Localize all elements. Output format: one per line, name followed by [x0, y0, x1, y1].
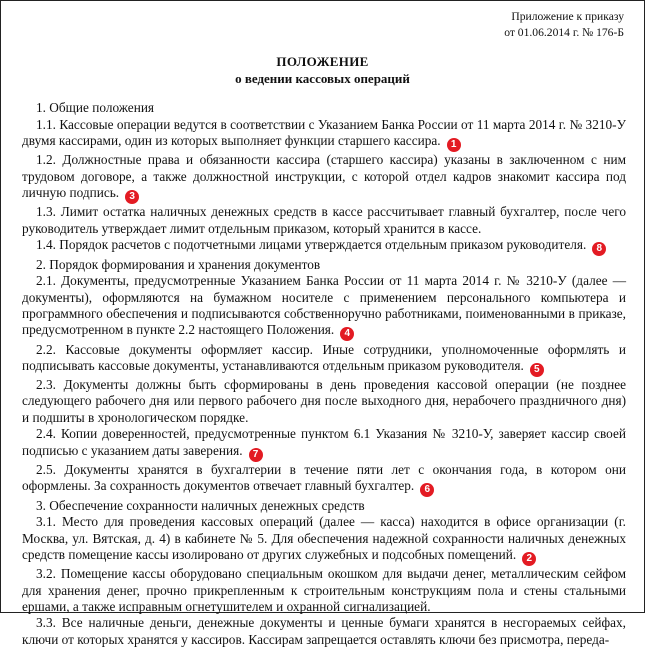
- note-marker-badge: 7: [249, 448, 263, 462]
- paragraph-text: 3.3. Все наличные деньги, денежные документы и ценные бумаги хранятся в несгораемых сейфах, ключи от которых хранятся у кассиров. Кассирам запрещается оставлять ключи без присмотра, переда-: [22, 615, 626, 647]
- paragraph: [22, 273, 626, 341]
- paragraph-text: 1.3. Лимит остатка наличных денежных средств в кассе рассчитывает главный бухгалтер, после чего руководитель утверждает лимит отдельным приказом, который хранится в кассе.: [22, 204, 626, 236]
- attachment-line-1: Приложение к приказу: [511, 10, 624, 23]
- paragraph: [22, 237, 626, 256]
- paragraph-text: 2.3. Документы должны быть сформированы в день проведения кассовой операции (не позднее следующего рабочего дня или первого рабочего дня после выходного дня, нерабочего праздничного дня) и подшиты в хронологическом порядке.: [22, 377, 626, 425]
- note-marker-badge: 3: [125, 190, 139, 204]
- title-sub: о ведении кассовых операций: [235, 71, 410, 86]
- attachment-note: [504, 9, 624, 40]
- paragraph: [22, 514, 626, 565]
- paragraph: [22, 566, 626, 615]
- paragraph: [22, 117, 626, 152]
- paragraph-text: 2.2. Кассовые документы оформляет кассир. Иные сотрудники, уполномоченные оформлять и подписывать кассовые документы, устанавливаются отдельным приказом руководителя.: [22, 341, 626, 373]
- paragraph: [22, 462, 626, 497]
- paragraph: [22, 426, 626, 461]
- paragraph-text: 3.1. Место для проведения кассовых операций (далее — касса) находится в офисе организации (г. Москва, ул. Вятская, д. 4) в кабинете № 5. Для обеспечения надежной сохранности наличных денежных средств помещение кассы изолировано от других служебных и подсобных помещений.: [22, 514, 626, 562]
- note-marker-badge: 6: [420, 483, 434, 497]
- section-heading: [22, 257, 626, 273]
- paragraph-text: 3.2. Помещение кассы оборудовано специальным окошком для выдачи денег, металлическим сейфом для хранения денег, прочно прикрепленным к строительным конструкциям пола и стены стальными ершами, а также исправным огнетушителем и охранной сигнализацией.: [22, 566, 626, 614]
- note-marker-badge: 5: [530, 363, 544, 377]
- paragraph-text: 2.4. Копии доверенностей, предусмотренные пунктом 6.1 Указания № 3210-У, заверяет кассир своей подписью с указанием даты заверения.: [22, 426, 626, 458]
- note-marker-badge: 2: [522, 552, 536, 566]
- paragraph-text: 1.1. Кассовые операции ведутся в соответствии с Указанием Банка России от 11 марта 2014 г. № 3210-У двумя кассирами, один из которых выполняет функции старшего кассира.: [22, 116, 626, 148]
- note-marker-badge: 8: [592, 242, 606, 256]
- paragraph-text: 2. Порядок формирования и хранения документов: [36, 256, 321, 272]
- note-marker-badge: 1: [447, 138, 461, 152]
- paragraph: [22, 342, 626, 377]
- paragraph-text: 2.1. Документы, предусмотренные Указанием Банка России от 11 марта 2014 г. № 3210-У (далее — документы), оформляются на бумажном носителе с применением персонального компьютера и программного обеспечения и подписываются собственноручно работниками, поименованными в приказе, предусмотренном в пункте 2.2 настоящего Положения.: [22, 273, 626, 338]
- paragraph: [22, 204, 626, 236]
- document-title: [0, 53, 645, 87]
- paragraph-text: 1.4. Порядок расчетов с подотчетными лицами утверждается отдельным приказом руководителя.: [36, 237, 587, 253]
- paragraph-text: 3. Обеспечение сохранности наличных денежных средств: [36, 497, 365, 513]
- paragraph-text: 1.2. Должностные права и обязанности кассира (старшего кассира) указаны в заключенном с ним трудовом договоре, а также должностной инструкции, с которой отдел кадров знакомит кассира под личную подпись.: [22, 152, 626, 200]
- paragraph: [22, 377, 626, 426]
- section-heading: [22, 498, 626, 514]
- paragraph: [22, 152, 626, 203]
- section-heading: [22, 100, 626, 116]
- paragraph-text: 2.5. Документы хранятся в бухгалтерии в течение пяти лет с окончания года, в котором они оформлены. За сохранность документов отвечает главный бухгалтер.: [22, 462, 626, 494]
- paragraph: [22, 615, 626, 647]
- title-main: ПОЛОЖЕНИЕ: [276, 54, 369, 69]
- paragraph-text: 1. Общие положения: [36, 100, 155, 115]
- note-marker-badge: 4: [340, 327, 354, 341]
- attachment-line-2: от 01.06.2014 г. № 176-Б: [504, 25, 624, 39]
- document-body: [22, 100, 626, 648]
